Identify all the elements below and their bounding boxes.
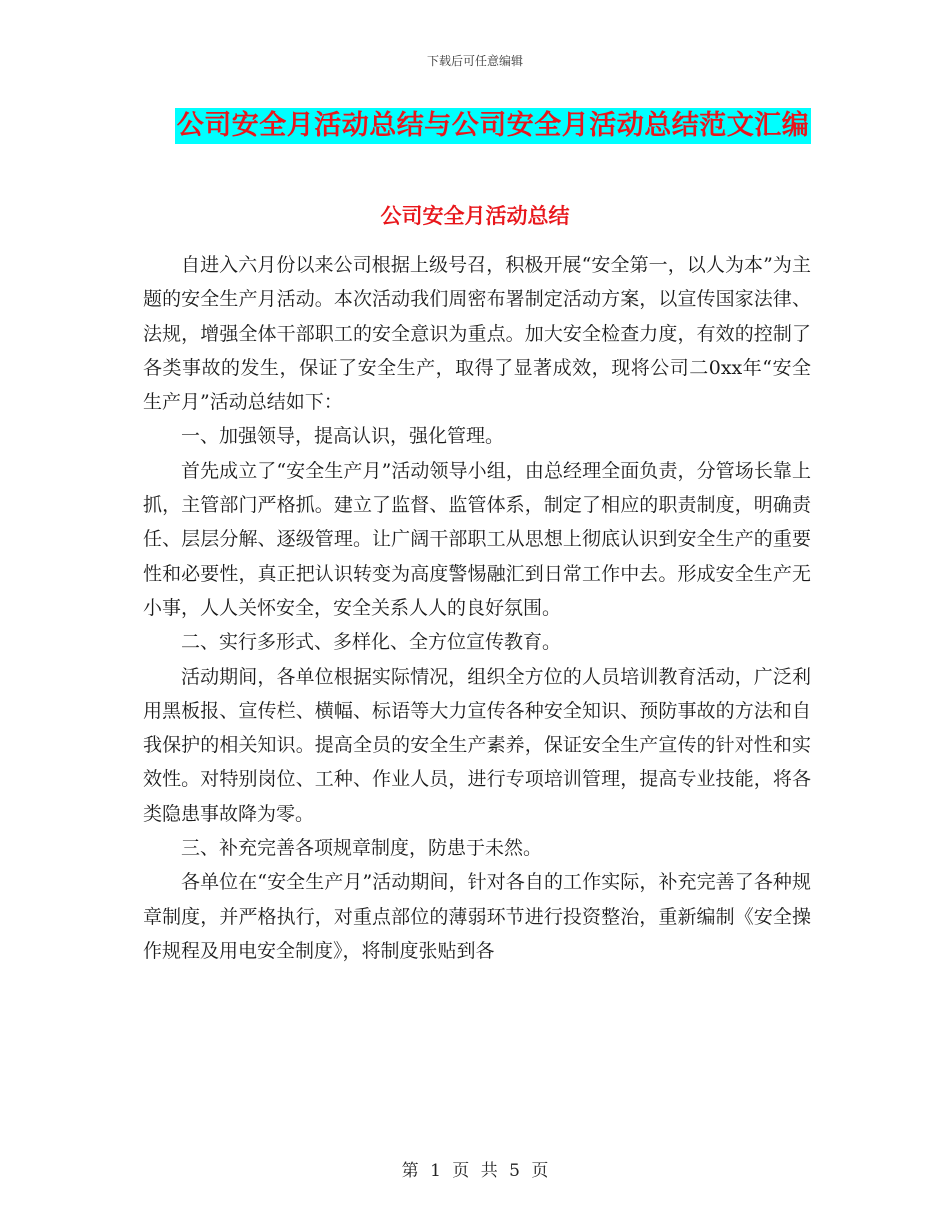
- section-heading-3: 三、补充完善各项规章制度，防患于未然。: [181, 837, 543, 860]
- main-title: 公司安全月活动总结与公司安全月活动总结范文汇编: [175, 108, 812, 144]
- paragraph: 自进入六月份以来公司根据上级号召，积极开展“安全第一，以人为本”为主题的安全生产月活动。本次活动我们周密布署制定活动方案，以宣传国家法律、法规，增强全体干部职工的安全意识为重点。加大安全检查力度，有效的控制了各类事故的发生，保证了安全生产，取得了显著成效，现将公司二0xx年“安全生产月”活动总结如下：: [143, 254, 811, 414]
- main-title-container: [0, 108, 950, 144]
- document-body: [143, 248, 811, 968]
- section-heading-2: 二、实行多形式、多样化、全方位宣传教育。: [181, 631, 562, 654]
- paragraph: 首先成立了“安全生产月”活动领导小组，由总经理全面负责，分管场长靠上抓，主管部门严格抓。建立了监督、监管体系，制定了相应的职责制度，明确责任、层层分解、逐级管理。让广阔干部职工从思想上彻底认识到安全生产的重要性和必要性，真正把认识转变为高度警惕融汇到日常工作中去。形成安全生产无小事，人人关怀安全，安全关系人人的良好氛围。: [143, 459, 811, 619]
- page-number: 第 1 页 共 5 页: [401, 1161, 549, 1181]
- section-heading-1: 一、加强领导，提高认识，强化管理。: [181, 425, 505, 448]
- paragraph: 各单位在“安全生产月”活动期间，针对各自的工作实际，补充完善了各种规章制度，并严格执行，对重点部位的薄弱环节进行投资整治，重新编制《安全操作规程及用电安全制度》，将制度张贴到各: [143, 871, 811, 962]
- section-title: 公司安全月活动总结: [380, 204, 570, 228]
- page-header-note: 下载后可任意编辑: [426, 54, 523, 68]
- paragraph: 活动期间，各单位根据实际情况，组织全方位的人员培训教育活动，广泛利用黑板报、宣传栏、横幅、标语等大力宣传各种安全知识、预防事故的方法和自我保护的相关知识。提高全员的安全生产素养，保证安全生产宣传的针对性和实效性。对特别岗位、工种、作业人员，进行专项培训管理，提高专业技能，将各类隐患事故降为零。: [143, 665, 811, 825]
